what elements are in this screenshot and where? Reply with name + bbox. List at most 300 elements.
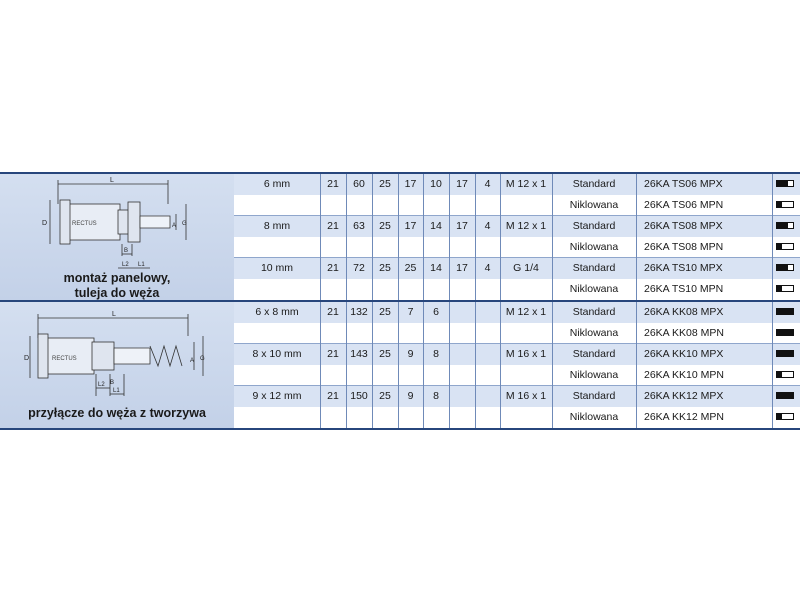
cell-c3 <box>372 195 398 216</box>
column-divider <box>475 258 476 279</box>
cell-c4 <box>398 365 423 386</box>
cell-c5 <box>423 323 449 344</box>
cell-size <box>234 195 320 216</box>
column-divider <box>346 279 347 300</box>
product-table <box>0 172 800 428</box>
column-divider <box>552 237 553 258</box>
cell-c7 <box>475 237 500 258</box>
cell-c5: 6 <box>433 306 439 318</box>
column-divider <box>423 386 424 407</box>
pressure-indicator-icon <box>776 350 794 357</box>
coupling-diagram-panel-mount <box>0 174 234 300</box>
column-divider <box>372 302 373 323</box>
cell-c6 <box>449 195 475 216</box>
column-divider <box>772 365 773 386</box>
column-divider <box>475 216 476 237</box>
pressure-indicator-fill <box>777 414 782 419</box>
cell-c6 <box>449 302 475 323</box>
cell-c4: 17 <box>404 220 417 232</box>
pressure-indicator-fill <box>777 244 782 249</box>
cell-code: 26KA TS06 MPN <box>644 199 724 211</box>
cell-c6 <box>449 386 475 407</box>
column-divider <box>372 344 373 365</box>
cell-c2: 132 <box>350 306 368 318</box>
column-divider <box>500 237 501 258</box>
column-divider <box>372 174 373 195</box>
column-divider <box>772 407 773 428</box>
column-divider <box>346 407 347 428</box>
column-divider <box>500 407 501 428</box>
column-divider <box>552 174 553 195</box>
column-divider <box>398 302 399 323</box>
column-divider <box>398 344 399 365</box>
cell-c6 <box>449 365 475 386</box>
column-divider <box>372 365 373 386</box>
column-divider <box>372 216 373 237</box>
cell-c7 <box>475 407 500 428</box>
cell-c2 <box>346 365 372 386</box>
cell-c7 <box>475 344 500 365</box>
column-divider <box>398 195 399 216</box>
group-label-line-1: montaż panelowy, <box>63 271 171 285</box>
diagram-label-L2: L2 <box>98 382 105 388</box>
cell-size <box>234 279 320 300</box>
cell-c2: 63 <box>353 220 365 232</box>
column-divider <box>398 279 399 300</box>
column-divider <box>772 258 773 279</box>
column-divider <box>320 407 321 428</box>
diagram-label-L: L <box>110 177 114 184</box>
cell-finish: Niklowana <box>569 199 619 211</box>
cell-c2: 72 <box>353 262 365 274</box>
column-divider <box>500 279 501 300</box>
cell-size: 8 mm <box>263 220 291 232</box>
column-divider <box>398 365 399 386</box>
cell-c1: 21 <box>327 390 339 402</box>
column-divider <box>500 258 501 279</box>
cell-code: 26KA KK12 MPN <box>644 411 724 423</box>
cell-c1: 21 <box>327 348 339 360</box>
cell-finish: Niklowana <box>569 241 619 253</box>
column-divider <box>346 195 347 216</box>
cell-c1 <box>320 195 346 216</box>
pressure-indicator-fill <box>777 181 788 186</box>
cell-c5: 10 <box>430 178 442 190</box>
group-label-line-1: przyłącze do węża z tworzywa <box>28 406 206 420</box>
column-divider <box>772 386 773 407</box>
cell-c3 <box>372 323 398 344</box>
cell-thread: M 16 x 1 <box>505 348 547 360</box>
cell-thread <box>500 323 552 344</box>
column-divider <box>552 407 553 428</box>
cell-size: 6 mm <box>263 178 291 190</box>
cell-c4: 9 <box>407 348 414 360</box>
cell-finish: Standard <box>572 348 616 360</box>
column-divider <box>475 302 476 323</box>
column-divider <box>475 279 476 300</box>
column-divider <box>372 279 373 300</box>
diagram-label-L: L <box>112 311 116 318</box>
column-divider <box>500 386 501 407</box>
diagram-label-L1: L1 <box>138 262 145 268</box>
column-divider <box>320 279 321 300</box>
table-row <box>234 279 800 300</box>
cell-c2: 150 <box>350 390 368 402</box>
column-divider <box>552 279 553 300</box>
cell-code: 26KA TS08 MPN <box>644 241 724 253</box>
cell-c5 <box>423 237 449 258</box>
cell-c6 <box>449 323 475 344</box>
cell-c4: 9 <box>407 390 414 402</box>
cell-c2 <box>346 195 372 216</box>
column-divider <box>320 237 321 258</box>
cell-size <box>234 237 320 258</box>
column-divider <box>772 344 773 365</box>
column-divider <box>475 386 476 407</box>
cell-code: 26KA KK10 MPN <box>644 369 724 381</box>
column-divider <box>346 302 347 323</box>
table-row <box>234 216 800 237</box>
table-row <box>234 302 800 323</box>
column-divider <box>552 302 553 323</box>
column-divider <box>449 216 450 237</box>
column-divider <box>423 365 424 386</box>
coupling-diagram-plastic-hose <box>0 302 234 428</box>
diagram-label-brand: RECTUS <box>72 221 97 227</box>
table-bottom-rule <box>0 428 800 430</box>
pressure-indicator-fill <box>777 372 782 377</box>
cell-thread: M 12 x 1 <box>505 306 547 318</box>
cell-c7: 4 <box>484 178 491 190</box>
pressure-indicator-fill <box>777 351 793 356</box>
cell-code: 26KA KK12 MPX <box>644 390 724 402</box>
pressure-indicator-icon <box>776 180 794 187</box>
column-divider <box>772 174 773 195</box>
cell-finish: Niklowana <box>569 327 619 339</box>
column-divider <box>372 195 373 216</box>
diagram-label-G: G <box>200 356 205 362</box>
column-divider <box>398 323 399 344</box>
table-row <box>234 386 800 407</box>
column-divider <box>423 237 424 258</box>
column-divider <box>398 258 399 279</box>
cell-thread <box>500 279 552 300</box>
pressure-indicator-icon <box>776 201 794 208</box>
column-divider <box>636 279 637 300</box>
column-divider <box>772 195 773 216</box>
pressure-indicator-fill <box>777 309 793 314</box>
column-divider <box>398 216 399 237</box>
cell-c2 <box>346 237 372 258</box>
column-divider <box>449 195 450 216</box>
cell-finish: Standard <box>572 306 616 318</box>
column-divider <box>449 365 450 386</box>
cell-c3: 25 <box>379 306 391 318</box>
column-divider <box>423 195 424 216</box>
cell-c4: 25 <box>404 262 417 274</box>
cell-c5: 14 <box>430 262 442 274</box>
column-divider <box>372 237 373 258</box>
column-divider <box>552 344 553 365</box>
pressure-indicator-icon <box>776 413 794 420</box>
cell-c6 <box>449 344 475 365</box>
table-row <box>234 407 800 428</box>
cell-thread <box>500 407 552 428</box>
group-label-plastic-hose <box>0 406 234 421</box>
cell-c6: 17 <box>456 262 468 274</box>
cell-c5: 8 <box>433 390 439 402</box>
cell-c4 <box>398 237 423 258</box>
cell-c6 <box>449 237 475 258</box>
cell-c2: 143 <box>350 348 368 360</box>
cell-finish: Niklowana <box>569 283 619 295</box>
cell-thread: G 1/4 <box>513 262 539 274</box>
cell-c3 <box>372 407 398 428</box>
column-divider <box>398 386 399 407</box>
column-divider <box>772 279 773 300</box>
cell-finish: Standard <box>572 220 616 232</box>
column-divider <box>636 237 637 258</box>
diagram-label-L1: L1 <box>113 388 120 394</box>
cell-c4 <box>398 407 423 428</box>
cell-finish: Standard <box>572 262 616 274</box>
column-divider <box>423 323 424 344</box>
column-divider <box>475 174 476 195</box>
column-divider <box>636 344 637 365</box>
column-divider <box>636 365 637 386</box>
column-divider <box>320 195 321 216</box>
cell-thread <box>500 195 552 216</box>
cell-c3 <box>372 365 398 386</box>
pressure-indicator-fill <box>777 393 793 398</box>
column-divider <box>500 174 501 195</box>
cell-code: 26KA KK08 MPX <box>644 306 724 318</box>
cell-c3: 25 <box>379 348 391 360</box>
column-divider <box>449 279 450 300</box>
cell-c1: 21 <box>327 262 339 274</box>
cell-c4 <box>398 195 423 216</box>
column-divider <box>552 365 553 386</box>
column-divider <box>636 386 637 407</box>
cell-finish: Niklowana <box>569 369 619 381</box>
cell-c1: 21 <box>327 178 339 190</box>
cell-c5 <box>423 365 449 386</box>
cell-finish: Standard <box>572 390 616 402</box>
cell-c5: 14 <box>430 220 442 232</box>
cell-size: 8 x 10 mm <box>252 348 302 360</box>
group-plastic-hose <box>0 302 800 428</box>
column-divider <box>552 195 553 216</box>
cell-c2 <box>346 323 372 344</box>
column-divider <box>636 216 637 237</box>
cell-c3: 25 <box>379 220 391 232</box>
pressure-indicator-icon <box>776 308 794 315</box>
cell-c2: 60 <box>353 178 365 190</box>
pressure-indicator-icon <box>776 371 794 378</box>
column-divider <box>552 258 553 279</box>
pressure-indicator-icon <box>776 264 794 271</box>
column-divider <box>449 344 450 365</box>
diagram-label-B: B <box>124 248 129 254</box>
cell-thread: M 12 x 1 <box>505 178 547 190</box>
column-divider <box>475 323 476 344</box>
table-row <box>234 195 800 216</box>
table-row <box>234 344 800 365</box>
cell-c3: 25 <box>379 262 391 274</box>
column-divider <box>552 216 553 237</box>
pressure-indicator-icon <box>776 329 794 336</box>
column-divider <box>372 258 373 279</box>
pressure-indicator-fill <box>777 330 793 335</box>
column-divider <box>552 386 553 407</box>
column-divider <box>500 365 501 386</box>
cell-c1 <box>320 323 346 344</box>
diagram-label-B: B <box>110 380 115 386</box>
cell-c6 <box>449 407 475 428</box>
column-divider <box>372 407 373 428</box>
column-divider <box>320 258 321 279</box>
cell-c7 <box>475 365 500 386</box>
column-divider <box>636 407 637 428</box>
cell-c5 <box>423 279 449 300</box>
pressure-indicator-icon <box>776 285 794 292</box>
column-divider <box>372 323 373 344</box>
column-divider <box>346 237 347 258</box>
column-divider <box>500 344 501 365</box>
cell-c7: 4 <box>484 220 491 232</box>
table-row <box>234 323 800 344</box>
cell-c6 <box>449 279 475 300</box>
column-divider <box>772 237 773 258</box>
column-divider <box>475 365 476 386</box>
diagram-label-A: A <box>172 223 177 229</box>
column-divider <box>475 237 476 258</box>
column-divider <box>320 216 321 237</box>
cell-c1 <box>320 365 346 386</box>
cell-c7 <box>475 195 500 216</box>
cell-size <box>234 365 320 386</box>
diagram-label-L2: L2 <box>122 262 129 268</box>
cell-c2 <box>346 279 372 300</box>
column-divider <box>423 216 424 237</box>
cell-code: 26KA TS10 MPX <box>644 262 723 274</box>
cell-c3: 25 <box>379 178 391 190</box>
cell-c7 <box>475 279 500 300</box>
cell-c4 <box>398 323 423 344</box>
cell-c1: 21 <box>327 306 339 318</box>
pressure-indicator-icon <box>776 243 794 250</box>
column-divider <box>449 258 450 279</box>
cell-c1 <box>320 237 346 258</box>
cell-thread: M 12 x 1 <box>505 220 547 232</box>
cell-c4: 7 <box>407 306 414 318</box>
column-divider <box>636 323 637 344</box>
column-divider <box>320 323 321 344</box>
table-row <box>234 174 800 195</box>
column-divider <box>398 174 399 195</box>
cell-code: 26KA TS06 MPX <box>644 178 723 190</box>
cell-c4: 17 <box>404 178 417 190</box>
column-divider <box>320 344 321 365</box>
column-divider <box>636 258 637 279</box>
cell-thread: M 16 x 1 <box>505 390 547 402</box>
cell-c7 <box>475 302 500 323</box>
column-divider <box>372 386 373 407</box>
cell-code: 26KA KK08 MPN <box>644 327 724 339</box>
column-divider <box>320 365 321 386</box>
column-divider <box>423 407 424 428</box>
column-divider <box>346 386 347 407</box>
cell-code: 26KA KK10 MPX <box>644 348 724 360</box>
cell-c2 <box>346 407 372 428</box>
column-divider <box>423 302 424 323</box>
cell-size: 6 x 8 mm <box>255 306 299 318</box>
diagram-label-brand: RECTUS <box>52 356 77 362</box>
table-row <box>234 258 800 279</box>
column-divider <box>398 237 399 258</box>
cell-c7: 4 <box>484 262 491 274</box>
cell-finish: Niklowana <box>569 411 619 423</box>
column-divider <box>500 216 501 237</box>
cell-code: 26KA TS10 MPN <box>644 283 724 295</box>
pressure-indicator-fill <box>777 223 788 228</box>
column-divider <box>346 344 347 365</box>
cell-c5 <box>423 195 449 216</box>
cell-c5 <box>423 407 449 428</box>
column-divider <box>636 174 637 195</box>
column-divider <box>346 258 347 279</box>
column-divider <box>346 365 347 386</box>
cell-c7 <box>475 386 500 407</box>
cell-c3: 25 <box>379 390 391 402</box>
cell-c5: 8 <box>433 348 439 360</box>
cell-c1: 21 <box>327 220 339 232</box>
column-divider <box>500 323 501 344</box>
diagram-label-D: D <box>42 220 48 227</box>
column-divider <box>449 237 450 258</box>
cell-size <box>234 407 320 428</box>
diagram-label-G: G <box>182 221 187 227</box>
group-panel-mount <box>0 174 800 300</box>
pressure-indicator-fill <box>777 265 788 270</box>
column-divider <box>449 323 450 344</box>
column-divider <box>552 323 553 344</box>
cell-c1 <box>320 407 346 428</box>
pressure-indicator-fill <box>777 286 782 291</box>
cell-code: 26KA TS08 MPX <box>644 220 723 232</box>
cell-size <box>234 323 320 344</box>
cell-c3 <box>372 279 398 300</box>
column-divider <box>636 195 637 216</box>
cell-c6: 17 <box>456 178 468 190</box>
column-divider <box>500 195 501 216</box>
column-divider <box>475 407 476 428</box>
column-divider <box>636 302 637 323</box>
table-row <box>234 237 800 258</box>
column-divider <box>449 407 450 428</box>
column-divider <box>398 407 399 428</box>
pressure-indicator-icon <box>776 222 794 229</box>
column-divider <box>346 216 347 237</box>
pressure-indicator-fill <box>777 202 782 207</box>
column-divider <box>449 302 450 323</box>
column-divider <box>320 386 321 407</box>
column-divider <box>449 386 450 407</box>
column-divider <box>772 216 773 237</box>
column-divider <box>423 344 424 365</box>
column-divider <box>772 302 773 323</box>
column-divider <box>423 174 424 195</box>
